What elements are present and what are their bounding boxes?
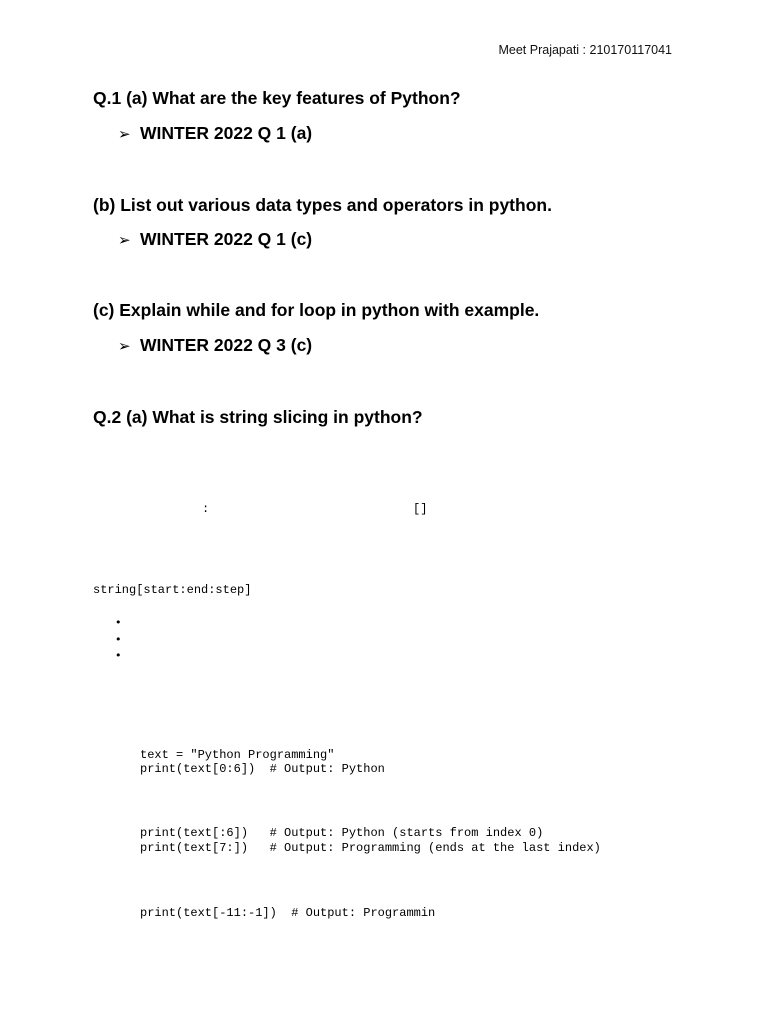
reference-1c [118,335,312,356]
arrow-bullet-icon: ➢ [118,126,131,143]
brackets-fragment: [] [413,502,428,516]
page-header-author: Meet Prajapati : 210170117041 [498,43,672,57]
arrow-bullet-icon: ➢ [118,338,131,355]
question-1a: Q.1 (a) What are the key features of Python? [93,88,461,108]
reference-1b [118,229,312,250]
slice-syntax: string[start:end:step] [93,583,252,597]
arrow-bullet-icon: ➢ [118,232,131,249]
code-line: print(text[:6]) # Output: Python (starts from index 0) [140,826,544,840]
bullet-marker: • [115,649,122,662]
question-1c: (c) Explain while and for loop in python with example. [93,300,540,320]
reference-1b-text: WINTER 2022 Q 1 (c) [140,229,313,249]
bullet-marker: • [115,633,122,646]
bullet-marker: • [115,616,122,629]
question-2a: Q.2 (a) What is string slicing in python? [93,407,423,427]
question-1b: (b) List out various data types and operators in python. [93,195,552,215]
code-line: print(text[7:]) # Output: Programming (ends at the last index) [140,841,601,855]
reference-1c-text: WINTER 2022 Q 3 (c) [140,335,313,355]
colon-fragment: : [202,502,210,516]
reference-1a [118,123,312,144]
code-line: print(text[-11:-1]) # Output: Programmin [140,906,436,920]
reference-1a-text: WINTER 2022 Q 1 (a) [140,123,313,143]
code-line: print(text[0:6]) # Output: Python [140,762,385,776]
code-line: text = "Python Programming" [140,748,335,762]
